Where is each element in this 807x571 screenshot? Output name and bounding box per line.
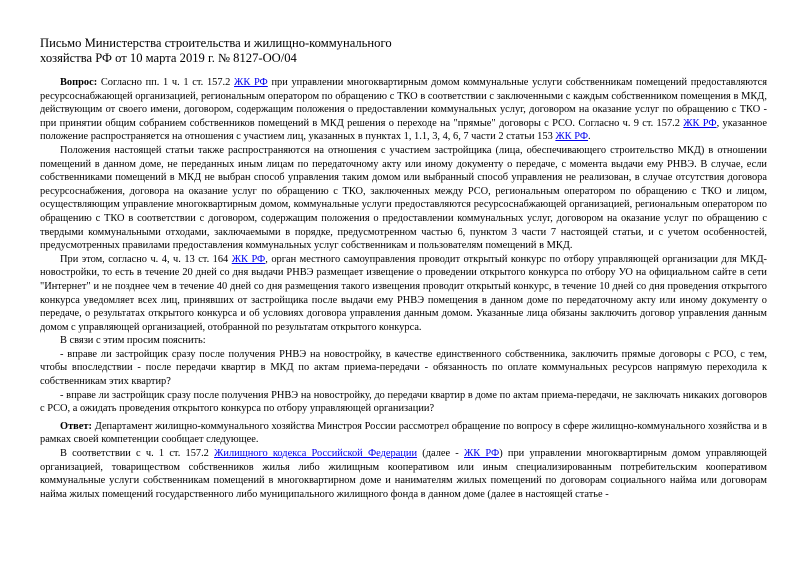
question-paragraph-4: В связи с этим просим пояснить: (60, 335, 206, 347)
text-fragment: при управлении многоквартирным домом коммунальные услуги собственникам помещений предоставляются ресурсоснабжающей организацией, региональным оператором по обращению с ТКО в соответствии с заключенными с каждым собственником помещения в МКД, действующим от своего имени, договором, содержащим положения о предоставлении коммунальных услуг, договором на оказание услуг по обращению с ТКО - при принятии общим собранием собственников помещений в МКД решения о переходе на "прямые" договоры с РСО. Согласно ч. 9 ст. 157.2 (40, 77, 767, 129)
text-fragment: (далее - (417, 448, 464, 460)
text-fragment: , орган местного самоуправления проводит открытый конкурс по отбору управляющей организации для МКД-новостройки, то есть в течение 20 дней со дня выдачи РНВЭ размещает извещение о проведении открытого конкурса по отбору УО на официальном сайте в сети "Интернет" и не позднее чем в течение 40 дней со дня размещения такого извещения проводит открытый конкурс, в течение 10 дней со дня проведения открытого конкурса уведомляет всех лиц, принявших от застройщика после выдачи ему РНВЭ помещения в данном доме по передаточному акту или иному документу о передаче, о результатах открытого конкурса и об условиях договора управления данным домом. Указанные лица обязаны заключить договор управления данным домом с управляющей организацией, отобранной по результатам открытого конкурса. (40, 253, 768, 333)
question-label: Вопрос: (60, 77, 98, 88)
law-link-zhk-rf[interactable]: ЖК РФ (463, 448, 500, 460)
question-paragraph-1 (40, 76, 767, 144)
text-fragment: При этом, согласно ч. 4, ч. 13 ст. 164 (60, 253, 232, 265)
question-item-1: - вправе ли застройщик сразу после получения РНВЭ на новостройку, в качестве единственного собственника, заключить прямые договоры с РСО, с тем, чтобы впоследствии - после передачи квартир в МКД по актам приема-передачи - обязанность по оплате коммунальных ресурсов напрямую переходила к собственникам этих квартир? (40, 348, 767, 388)
answer-paragraph-2 (40, 447, 767, 501)
text-fragment: ) при управлении многоквартирным домом управляющей организацией, товариществом собственников жилья либо жилищным кооперативом или иным специализированным потребительским кооперативом коммунальные услуги собственникам помещений в многоквартирном доме и нанимателям жилых помещений по договорам социального найма или договорам найма жилых помещений государственного либо муниципального жилищного фонда в данном доме (далее в настоящей статье - (40, 448, 767, 500)
law-link-housing-code[interactable]: Жилищного кодекса Российской Федерации (214, 448, 418, 460)
document-body (40, 76, 767, 501)
text-fragment: , указанное положение распространяется на отношения с участием лиц, указанных в пунктах 1, 1.1, 3, 4, 6, 7 части 2 статьи 153 (40, 117, 767, 143)
law-link-zhk-rf[interactable]: ЖК РФ (234, 77, 268, 88)
law-link-zhk-rf[interactable]: ЖК РФ (555, 131, 589, 143)
text-fragment: . (588, 131, 591, 143)
question-paragraph-2: Положения настоящей статьи также распространяются на отношения с участием застройщика (лица, обеспечивающего строительство МКД) в отношении помещений в данном доме, не переданных иным лицам по передаточному акту или иному документу о передаче, с момента выдачи ему РНВЭ. В случае, если собственниками помещений в МКД не выбран способ управления таким домом или выбранный способ управления не реализован, в случае отсутствия договора ресурсоснабжения, договора на оказание услуг по обращению с ТКО, заключенных между РСО, региональным оператором по обращению с ТКО и лицом, осуществляющим управление многоквартирным домом, коммунальные услуги предоставляются ресурсоснабжающей организацией, региональным оператором по обращению с ТКО в соответствии с договором, содержащим положения о предоставлении коммунальных услуг, договором на оказание услуг по обращению с твердыми коммунальными отходами, заключаемыми в порядке, предусмотренном частью 6, пунктом 3 части 7 настоящей статьи, и с учетом особенностей, предусмотренных правилами предоставления коммунальных услуг собственникам и пользователям помещений в МКД. (40, 144, 767, 252)
question-item-2: - вправе ли застройщик сразу после получения РНВЭ на новостройку, до передачи квартир в доме по актам приема-передачи, не заключать никаких договоров с РСО, а ожидать проведения открытого конкурса по отбору управляющей организации? (40, 389, 767, 415)
document-title (40, 36, 767, 65)
question-paragraph-3 (40, 253, 767, 335)
answer-paragraph-1 (40, 420, 767, 447)
text-fragment: В соответствии с ч. 1 ст. 157.2 (60, 448, 215, 460)
text-fragment: Департамент жилищно-коммунального хозяйства Минстроя России рассмотрел обращение по вопросу в сфере жилищно-коммунального хозяйства и в рамках своей компетенции сообщает следующее. (40, 420, 767, 446)
answer-label: Ответ: (60, 420, 92, 432)
title-line-1: Письмо Министерства строительства и жилищно-коммунального (40, 36, 392, 50)
title-line-2: хозяйства РФ от 10 марта 2019 г. № 8127-ОО/04 (40, 50, 297, 65)
text-fragment: Согласно пп. 1 ч. 1 ст. 157.2 (97, 77, 235, 88)
law-link-zhk-rf[interactable]: ЖК РФ (683, 117, 717, 129)
law-link-zhk-rf[interactable]: ЖК РФ (231, 253, 266, 265)
